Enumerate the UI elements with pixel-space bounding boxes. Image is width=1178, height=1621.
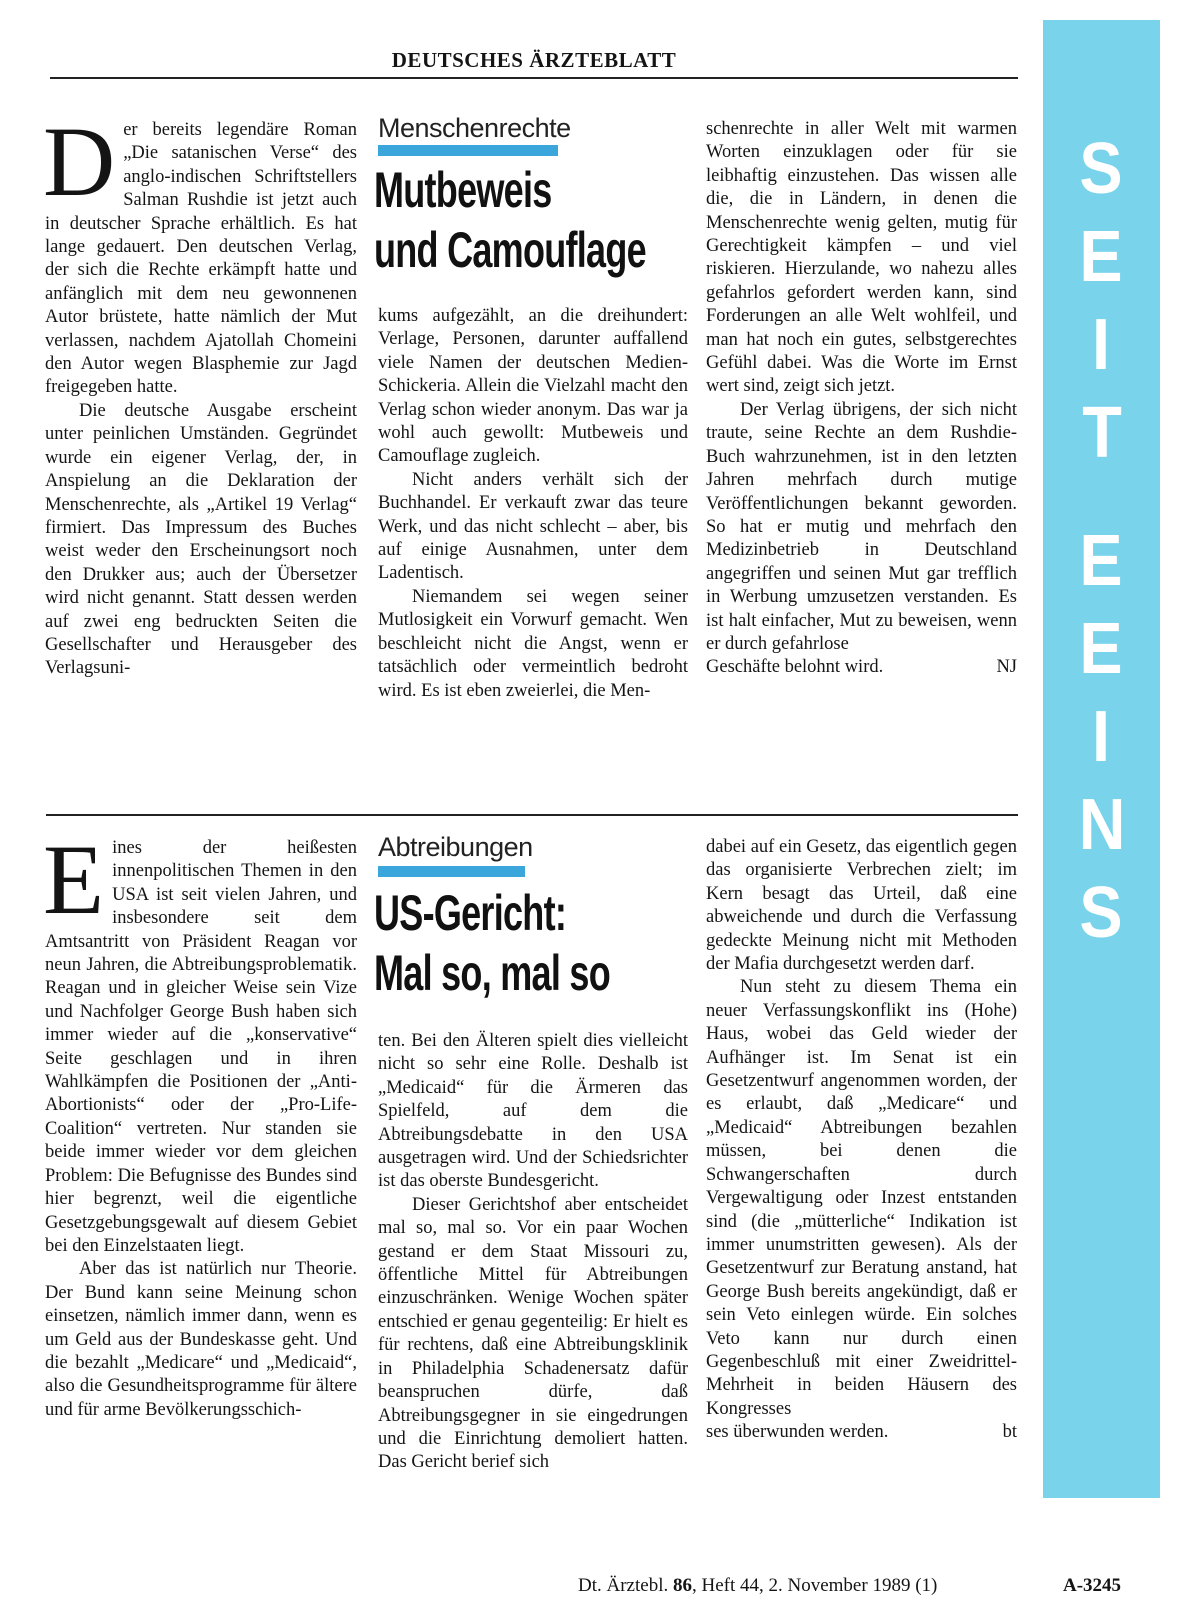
sidebar-letter: I — [1092, 697, 1111, 777]
section-divider — [46, 814, 1018, 816]
article1-column3 — [706, 118, 1017, 680]
footer-volume: 86 — [672, 1575, 692, 1596]
sidebar-letter: S — [1079, 129, 1124, 209]
article2-closing-line — [706, 1421, 1017, 1444]
sidebar-banner — [1043, 20, 1160, 1498]
footer-journal: Dt. Ärztebl. — [578, 1575, 669, 1596]
article1-paragraph: Niemandem sei wegen seiner Mutlosigkeit ein Vorwurf gemacht. Wen beschleicht nicht die Angst, wenn er tatsächlich oder vermeintlich bedroht wird. Es ist eben zweierlei, die Men- — [378, 586, 688, 701]
page-number: A-3245 — [1063, 1575, 1122, 1596]
sidebar-letter: I — [1092, 305, 1111, 385]
article1-signature: NJ — [996, 657, 1017, 678]
article1-dropcap: D — [43, 106, 116, 217]
article2-paragraph: Aber das ist natürlich nur Theorie. Der Bund kann seine Meinung schon einsetzen, nämlich immer dann, wenn es um Geld aus der Bundeskasse geht. Und die bezahlt „Medicare“ und „Medicaid“, also die Gesundheitsprogramme für ältere und für arme Bevölkerungsschich- — [45, 1259, 357, 1420]
article2-kicker: Abtreibungen — [378, 832, 533, 862]
article2-closing-text: ses überwunden werden. — [706, 1422, 889, 1443]
article2-paragraph: Dieser Gerichtshof aber entscheidet mal so, mal so. Vor ein paar Wochen gestand er dem Staat Missouri zu, öffentliche Mittel für Abtreibungen einzuschränken. Wenige Wochen später entschied er genau gegenteilig: Er hielt es für rechtens, daß eine Abtreibungsklinik in Philadelphia Schadenersatz dafür beanspruchen dürfe, daß Abtreibungsgegner in sie eingedrungen und die Einrichtung demoliert hatten. Das Gericht berief sich — [378, 1194, 688, 1473]
article2-paragraph: dabei auf ein Gesetz, das eigentlich gegen das organisierte Verbrechen zielt; im Kern besagt das Urteil, daß eine abweichende und durch die Verfassung gedeckte Meinung nicht mit Methoden der Mafia durchgesetzt werden darf. — [706, 837, 1017, 975]
article1-paragraph: schenrechte in aller Welt mit warmen Worten einzuklagen oder für sie leibhaftig einzustehen. Das wissen alle die, die in Ländern, in denen die Menschenrechte wenig gelten, mutig für Gerechtigkeit kämpfen – und viel riskieren. Hierzulande, wo nahezu alles gefahrlos gefordert werden kann, sind Forderungen an alle Welt wohlfeil, und man hat noch ein gutes, selbstgerechtes Gefühl dabei. Was die Worte im Ernst wert sind, zeigt sich jetzt. — [706, 119, 1017, 397]
top-rule — [50, 77, 1018, 79]
article2-headline-line2: Mal so, mal so — [374, 945, 611, 1001]
article2-paragraph-text: ines der heißesten innenpolitischen Themen in den USA ist seit vielen Jahren, und insbesondere seit dem Amtsantritt von Präsident Reagan vor neun Jahren, die Abtreibungsproblematik. Reagan und in gleicher Weise sein Vize und Nachfolger George Bush haben sich immer wieder auf die „konservative“ Seite geschlagen und in ihren Wahlkämpfen die Positionen der „Anti-Abortionists“ oder der „Pro-Life-Coalition“ vertreten. Nur standen sie beide immer wieder vor dem gleichen Problem: Die Befugnisse des Bundes sind hier begrenzt, weil die eigentliche Gesetzgebungsgewalt auf diesem Gebiet bei den Einzelstaaten liegt. — [45, 838, 357, 1256]
article1-paragraph: kums aufgezählt, an die dreihundert: Verlage, Personen, darunter auffallend viele Namen der deutschen Medien-Schickeria. Allein die Vielzahl macht den Verlag schon wieder anonym. Das war ja wohl auch gewollt: Mutbeweis und Camouflage zugleich. — [378, 306, 688, 467]
article2-column1 — [43, 824, 357, 1422]
article2-paragraph — [43, 824, 357, 1258]
article1-paragraph: Der Verlag übrigens, der sich nicht traute, seine Rechte an dem Rushdie-Buch wahrzunehmen, ist in den letzten Jahren mehrfach durch mutige Veröffentlichungen bekannt geworden. So hat er mutig und mehrfach den Medizinbetrieb in Deutschland angegriffen und seinen Mut gar trefflich in Werbung umzusetzen verstanden. Es ist halt einfacher, Mut zu beweisen, wenn er durch gefahrlose — [706, 399, 1017, 654]
article2-dropcap: E — [43, 824, 105, 935]
article1-kicker-bar — [378, 145, 558, 156]
sidebar-letter: T — [1081, 393, 1122, 473]
article2-kicker-bar — [378, 866, 525, 877]
article2-column2 — [378, 1030, 688, 1475]
article1-headline-line1: Mutbeweis — [374, 162, 552, 218]
article1-paragraph: Nicht anders verhält sich der Buchhandel. Er verkauft zwar das teure Werk, und das nicht schlecht – aber, bis auf einige Ausnahmen, unter dem Ladentisch. — [378, 469, 688, 584]
article1-closing-line — [706, 656, 1017, 679]
sidebar-word — [1043, 125, 1160, 957]
sidebar-letter: S — [1079, 873, 1124, 953]
article2-paragraph: ten. Bei den Älteren spielt dies vielleicht nicht so sehr eine Rolle. Deshalb ist „Medicaid“ für die Ärmeren das Spielfeld, auf dem die Abtreibungsdebatte in den USA ausgetragen wird. Und der Schiedsrichter ist das oberste Bundesgericht. — [378, 1031, 688, 1192]
sidebar-letter: E — [1079, 217, 1124, 297]
article2-paragraph: Nun steht zu diesem Thema ein neuer Verfassungskonflikt ins (Hohe) Haus, wobei das Geld wieder der Aufhänger ist. Im Senat ist ein Gesetzentwurf angenommen worden, der es erlaubt, daß „Medicare“ und „Medicaid“ Abtreibungen bezahlen müssen, bei denen die Schwangerschaften durch Vergewaltigung oder Inzest entstanden sind (die „mütterliche“ Indikation ist immer unumstritten gewesen). Als der Gesetzentwurf zur Beratung anstand, hat George Bush bereits angekündigt, daß er sein Veto einlegen würde. Ein solches Veto kann nur durch einen Gegenbeschluß mit einer Zweidrittel-Mehrheit in beiden Häusern des Kongresses — [706, 977, 1017, 1419]
article1-kicker: Menschenrechte — [378, 113, 571, 143]
article2-column3 — [706, 836, 1017, 1445]
sidebar-letter: E — [1079, 609, 1124, 689]
article2-headline-line1: US-Gericht: — [374, 885, 567, 941]
sidebar-letter: E — [1079, 521, 1124, 601]
sidebar-letter: N — [1078, 785, 1125, 865]
masthead: DEUTSCHES ÄRZTEBLATT — [391, 48, 677, 72]
article1-closing-text: Geschäfte belohnt wird. — [706, 657, 884, 678]
footer-issue: , Heft 44, 2. November 1989 (1) — [691, 1575, 938, 1596]
article1-paragraph: Die deutsche Ausgabe erscheint unter peinlichen Umständen. Gegründet wurde ein eigener Verlag, der, in Anspielung an die Deklaration der Menschenrechte, als „Artikel 19 Verlag“ firmiert. Das Impressum des Buches weist weder den Erscheinungsort noch den Drukker aus; auch der Übersetzer wird nicht genannt. Statt dessen werden auf zwei eng bedruckten Seiten die Gesellschafter und Herausgeber des Verlagsuni- — [45, 400, 357, 679]
article1-paragraph — [43, 106, 357, 400]
article1-column1 — [43, 106, 357, 681]
page-footer — [578, 1575, 937, 1597]
article1-paragraph-text: er bereits legendäre Roman „Die satanischen Verse“ des anglo-indischen Schriftstellers Salman Rushdie ist jetzt auch in deutscher Sprache erhältlich. Es hat lange gedauert. Den deutschen Verlag, der sich die Rechte erkämpft hatte und anfänglich mit dem neu gewonnenen Autor brüstete, hatte nämlich der Mut verlassen, nachdem Ajatollah Chomeini den Autor wegen Blasphemie zur Jagd freigegeben hatte. — [45, 120, 357, 398]
article2-signature: bt — [1002, 1422, 1017, 1443]
article1-headline-line2: und Camouflage — [374, 222, 646, 278]
article1-column2 — [378, 305, 688, 703]
